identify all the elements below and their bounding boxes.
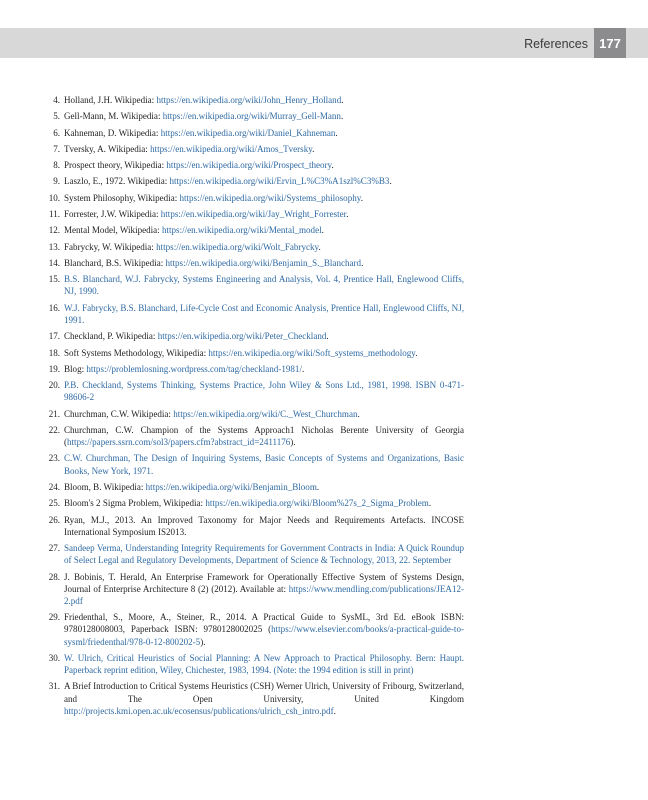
reference-item [46,94,464,106]
reference-item [46,452,464,476]
reference-text: Laszlo, E., 1972. Wikipedia: [64,176,170,187]
reference-number: 27. [48,543,60,554]
reference-text: . [331,160,334,171]
reference-link[interactable]: https://en.wikipedia.org/wiki/Jay_Wright_Forrester [160,209,347,220]
reference-link[interactable]: http://projects.kmi.open.ac.uk/ecosensus/publications/ulrich_csh_intro.pdf [64,705,334,716]
reference-text: ). [290,437,296,448]
reference-link[interactable]: https://en.wikipedia.org/wiki/Mental_model [161,225,322,236]
reference-text: . [415,347,418,358]
reference-text: Forrester, J.W. Wikipedia: [64,209,161,220]
reference-text: . [333,705,336,716]
reference-item [46,330,464,342]
reference-text: ). [200,636,206,647]
reference-text: Holland, J.H. Wikipedia: [64,95,157,105]
reference-number: 14. [48,257,60,268]
reference-number: 8. [53,160,60,171]
reference-text: System Philosophy, Wikipedia: [64,192,180,203]
reference-text: Kahneman, D. Wikipedia: [64,127,161,138]
reference-link[interactable]: https://problemlosning.wordpress.com/tag/checkland-1981/ [86,363,302,374]
page-number: 177 [594,28,626,58]
reference-text: Bloom's 2 Sigma Problem, Wikipedia: [64,498,206,509]
reference-number: 11. [49,209,60,220]
reference-number: 13. [48,241,60,252]
reference-text: J. Bobinis, T. Herald, An Enterprise Framework for Operationally Effective System of Systems Design, Journal of Enterprise Architecture 8 (2) (2012). Available at: [64,571,464,594]
reference-number: 23. [48,453,60,464]
reference-item [46,192,464,204]
reference-text: . [360,192,363,203]
reference-text: Blanchard, B.S. Wikipedia: [64,257,166,268]
reference-number: 30. [48,652,60,663]
reference-item [46,257,464,269]
reference-number: 21. [48,408,60,419]
reference-number: 7. [53,143,60,154]
reference-text: A Brief Introduction to Critical Systems Heuristics (CSH) Werner Ulrich, University of Fribourg, Switzerland, and The Open University, United Kingdom [64,681,464,704]
reference-text: Ryan, M.J., 2013. An Improved Taxonomy for Major Needs and Requirements Artefacts. INCOSE International Symposium IS2013. [64,514,464,537]
reference-link[interactable]: https://en.wikipedia.org/wiki/Murray_Gell-Mann [162,111,341,122]
reference-text: Tversky, A. Wikipedia: [64,143,151,154]
reference-item [46,110,464,122]
reference-item [46,571,464,608]
reference-text: Mental Model, Wikipedia: [64,225,162,236]
reference-link[interactable]: W. Ulrich, Critical Heuristics of Social Planning: A New Approach to Practical Philosophy. Bern: Haupt. Paperback reprint edition, Wiley, Chichester, 1983, 1994. (Note: the 1994 edition is still in print) [64,652,464,676]
reference-item [46,611,464,648]
reference-item [46,424,464,448]
reference-item [46,159,464,171]
reference-text: . [321,225,324,236]
reference-text: . [326,331,329,342]
reference-text: Gell-Mann, M. Wikipedia: [64,111,163,122]
reference-item [46,363,464,375]
reference-number: 6. [53,127,60,138]
reference-text: Fabrycky, W. Wikipedia: [64,241,157,252]
reference-number: 22. [48,424,60,435]
reference-text: Churchman, C.W. Wikipedia: [64,408,174,419]
reference-link[interactable]: https://en.wikipedia.org/wiki/Wolt_Fabrycky [156,241,319,252]
reference-link[interactable]: Sandeep Verma, Understanding Integrity Requirements for Government Contracts in India: A Quick Roundup of Select Legal and Regulatory Developments, Department of Science & Technology, 2013, 22. September [64,543,464,566]
reference-link[interactable]: C.W. Churchman, The Design of Inquiring Systems, Basic Concepts of Systems and Organizations, Basic Books, New York, 1971. [64,453,464,476]
reference-item [46,481,464,493]
reference-number: 15. [48,274,60,285]
reference-text: . [335,127,338,138]
reference-text: . [428,498,432,509]
reference-number: 17. [48,331,60,342]
reference-text: . [341,95,344,105]
reference-link[interactable]: https://en.wikipedia.org/wiki/Ervin_L%C3%A1szl%C3%B3 [169,176,390,187]
section-title: References [524,37,588,51]
reference-link[interactable]: https://en.wikipedia.org/wiki/Prospect_theory [166,160,332,171]
reference-text: . [346,209,349,220]
reference-link[interactable]: https://en.wikipedia.org/wiki/Benjamin_Bloom [145,481,317,492]
reference-number: 4. [53,95,60,105]
reference-text: . [312,143,315,154]
reference-text: Soft Systems Methodology, Wikipedia: [64,347,209,358]
reference-number: 28. [48,571,60,582]
reference-item [46,652,464,676]
reference-item [46,542,464,566]
reference-number: 9. [53,176,60,187]
reference-text: . [357,408,360,419]
running-header [0,28,648,58]
reference-text: Churchman, C.W. Champion of the Systems Approach1 Nicholas Berente University of Georgia ( [64,424,464,448]
reference-number: 25. [48,498,60,509]
reference-item [46,302,464,326]
reference-link[interactable]: https://en.wikipedia.org/wiki/Benjamin_S._Blanchard [165,257,362,268]
reference-text: Bloom, B. Wikipedia: [64,481,146,492]
reference-item [46,241,464,253]
reference-number: 18. [48,347,60,358]
reference-item [46,143,464,155]
reference-link[interactable]: https://en.wikipedia.org/wiki/John_Henry_Holland [156,95,342,105]
reference-item [46,680,464,717]
reference-number: 16. [48,302,60,313]
reference-item [46,497,464,509]
reference-link[interactable]: P.B. Checkland, Systems Thinking, Systems Practice, John Wiley & Sons Ltd., 1981, 1998. ISBN 0-471-98606-2 [64,380,464,403]
reference-item [46,347,464,359]
reference-item [46,175,464,187]
reference-number: 10. [48,192,60,203]
reference-text: Friedenthal, S., Moore, A., Steiner, R., 2014. A Practical Guide to SysML, 3rd Ed. eBook ISBN: 9780128008003, Paperback ISBN: 9780128002025 ( [64,612,464,635]
reference-link[interactable]: https://en.wikipedia.org/wiki/Systems_philosophy [179,192,361,203]
reference-text: Checkland, P. Wikipedia: [64,331,158,342]
reference-text: . [318,241,321,252]
reference-text: . [316,481,320,492]
reference-item [46,208,464,220]
reference-text: . [301,363,305,374]
reference-link[interactable]: https://en.wikipedia.org/wiki/Bloom%27s_2_Sigma_Problem [205,498,429,509]
reference-link[interactable]: https://papers.ssrn.com/sol3/papers.cfm?abstract_id=2411176 [67,437,291,448]
reference-item [46,408,464,420]
reference-link[interactable]: https://en.wikipedia.org/wiki/Amos_Tversky [150,143,313,154]
reference-text: . [361,257,364,268]
reference-link[interactable]: https://en.wikipedia.org/wiki/C._West_Churchman [173,408,358,419]
reference-link[interactable]: W.J. Fabrycky, B.S. Blanchard, Life-Cycle Cost and Economic Analysis, Prentice Hall, Englewood Cliffs, NJ, 1991. [64,302,464,325]
reference-number: 26. [48,514,60,525]
reference-item [46,127,464,139]
reference-item [46,224,464,236]
reference-item [46,273,464,297]
reference-number: 5. [53,111,60,122]
reference-number: 31. [48,681,60,692]
reference-text: . [389,176,392,187]
reference-number: 29. [48,612,60,623]
reference-text: Blog: [64,363,87,374]
reference-link[interactable]: https://en.wikipedia.org/wiki/Soft_systems_methodology [208,347,416,358]
reference-number: 24. [48,481,60,492]
reference-list [46,94,464,721]
reference-link[interactable]: https://en.wikipedia.org/wiki/Daniel_Kahneman [160,127,336,138]
reference-number: 12. [48,225,60,236]
reference-text: . [340,111,344,122]
reference-link[interactable]: B.S. Blanchard, W.J. Fabrycky, Systems Engineering and Analysis, Vol. 4, Prentice Hall, Englewood Cliffs, NJ, 1990. [64,274,464,297]
reference-link[interactable]: https://www.elsevier.com/books/a-practical-guide-to-sysml/friedenthal/978-0-12-800202-5 [64,624,464,647]
reference-number: 19. [48,363,60,374]
reference-link[interactable]: https://www.mendling.com/publications/JEA12-2.pdf [64,583,464,606]
reference-item [46,514,464,538]
reference-number: 20. [48,380,60,391]
reference-link[interactable]: https://en.wikipedia.org/wiki/Peter_Checkland [157,331,327,342]
reference-item [46,379,464,403]
reference-text: Prospect theory, Wikipedia: [64,160,167,171]
